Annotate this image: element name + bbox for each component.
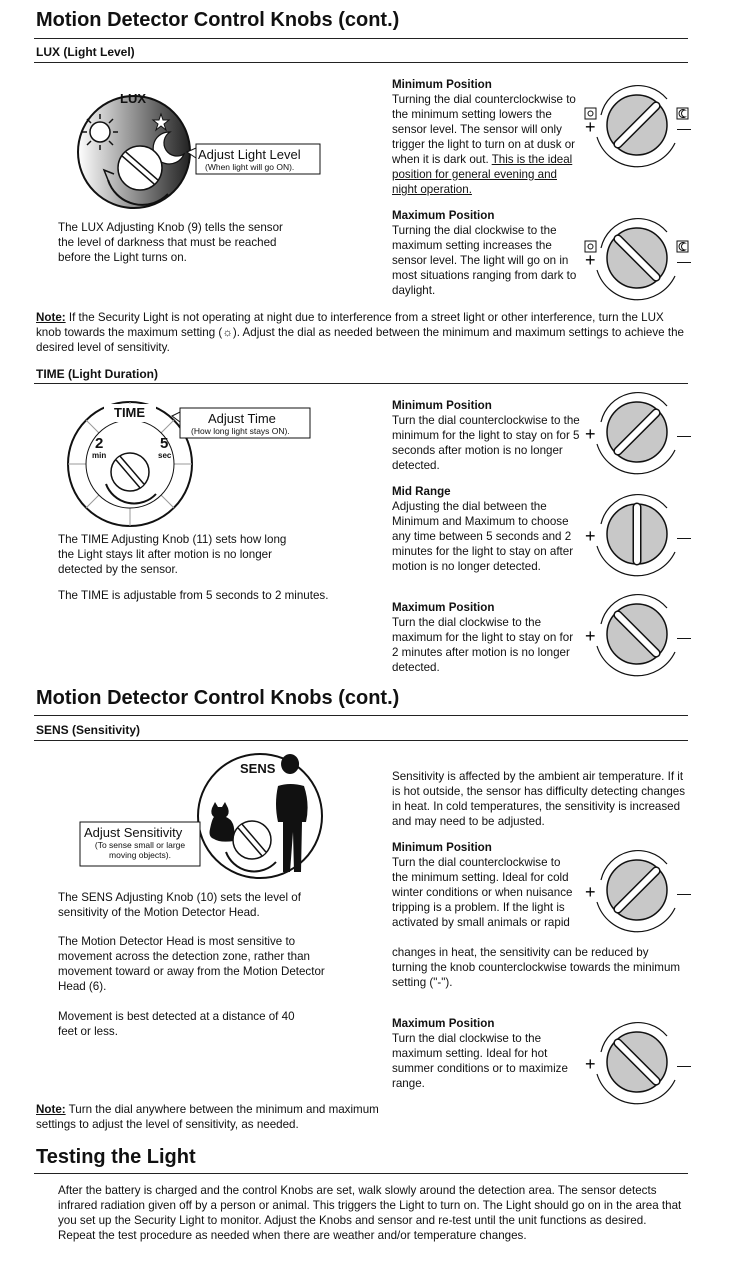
- lux-dial-label: LUX: [120, 91, 146, 106]
- sens-desc-1: The SENS Adjusting Knob (10) sets the level of sensitivity of the Motion Detector Head.: [58, 891, 301, 919]
- sens-min-text: Turn the dial counterclockwise to the minimum setting. Ideal for cold winter conditions or when nuisance tripping is a problem. If the light is activated by small animals or rapid: [392, 856, 573, 929]
- sens-desc-3: Movement is best detected at a distance of 40 feet or less.: [58, 1010, 295, 1038]
- time-left-unit: min: [92, 451, 107, 460]
- sens-note: Note: Turn the dial anywhere between the minimum and maximum settings to adjust the level of sensitivity, as needed.: [36, 1103, 379, 1131]
- sens-min-knob: [585, 850, 695, 940]
- lux-description: The LUX Adjusting Knob (9) tells the sensor the level of darkness that must be reached before the Light turns on.: [58, 221, 283, 264]
- sens-dial-illustration: [80, 752, 400, 882]
- lux-heading: LUX (Light Level): [36, 45, 135, 59]
- sens-desc-2: The Motion Detector Head is most sensitive to movement across the detection zone, rather than movement toward or away from the Motion Detector Head (6).: [58, 935, 325, 993]
- moon-icon: [677, 108, 688, 119]
- lux-note: Note: If the Security Light is not operating at night due to interference from a street light or other interference, turn the LUX knob towards the maximum setting (☼). Adjust the dial as needed between the minimum and maximum settings to achieve the desired level of sensitivity.: [36, 311, 684, 354]
- plus-symbol: +: [585, 526, 596, 546]
- page-title: Motion Detector Control Knobs (cont.): [36, 9, 400, 31]
- plus-symbol: +: [585, 117, 596, 137]
- page-title-2: Motion Detector Control Knobs (cont.): [36, 687, 400, 709]
- time-min-knob: [585, 392, 695, 482]
- time-min-text: Turn the dial counterclockwise to the minimum for the light to stay on for 5 seconds after motion is no longer detected.: [392, 414, 580, 472]
- minus-symbol: —: [677, 120, 691, 136]
- testing-text: After the battery is charged and the control Knobs are set, walk slowly around the detection area. The sensor detects infrared radiation given off by a person or animal. This triggers the Light to turn on. The Light should go on in the area that you set up the Security Light to monitor. Adjust the Knobs and sensor and re-test until the unit functions as desired. Repeat the test procedure as needed when there are weather and/or temperature changes.: [58, 1184, 682, 1242]
- sens-max-text: Turn the dial clockwise to the maximum setting. Ideal for hot summer conditions or to maximize range.: [392, 1032, 568, 1090]
- lux-min-title: Minimum Position: [392, 78, 492, 91]
- plus-symbol: +: [585, 1054, 596, 1074]
- minus-symbol: —: [677, 253, 691, 269]
- time-dial-label: TIME: [114, 405, 146, 420]
- time-max-text: Turn the dial clockwise to the maximum for the light to stay on for 2 minutes after motion is no longer detected.: [392, 616, 574, 674]
- minus-symbol: —: [677, 885, 691, 901]
- title-rule: [34, 38, 688, 39]
- lux-max-knob: [585, 218, 695, 308]
- sens-callout-title: Adjust Sensitivity: [84, 825, 183, 840]
- title-rule-2: [34, 715, 688, 716]
- time-range: The TIME is adjustable from 5 seconds to 2 minutes.: [58, 589, 329, 602]
- lux-callout-sub: (When light will go ON).: [205, 162, 295, 172]
- sens-min-title: Minimum Position: [392, 841, 492, 854]
- sens-dial-label: SENS: [240, 761, 276, 776]
- moon-icon: [677, 241, 688, 252]
- lux-max-text: Turning the dial clockwise to the maximum setting increases the sensor level. The light will go on in most situations ranging from dark to daylight.: [392, 224, 577, 297]
- minus-symbol: —: [677, 1057, 691, 1073]
- testing-rule: [34, 1173, 688, 1174]
- lux-dial-illustration: [60, 80, 390, 230]
- time-right-num: 5: [160, 435, 169, 452]
- sens-min-text-cont: changes in heat, the sensitivity can be reduced by turning the knob counterclockwise towards the minimum setting ("-").: [392, 946, 681, 989]
- lux-min-underline: This is the ideal position for general evening and night operation.: [392, 153, 573, 196]
- sens-intro: Sensitivity is affected by the ambient air temperature. If it is hot outside, the sensor has difficulty detecting changes in heat. In cold temperatures, the sensitivity is increased and may need to be adjusted.: [392, 770, 686, 828]
- time-description: The TIME Adjusting Knob (11) sets how long the Light stays lit after motion is no longer detected by the sensor.: [58, 533, 287, 576]
- time-max-knob: [585, 594, 695, 684]
- lux-rule: [34, 62, 688, 63]
- lux-min-text: Turning the dial counterclockwise to the minimum setting lowers the sensor level. The sensor will only trigger the light to turn on at dusk or when it is dark out.: [392, 93, 576, 166]
- time-left-num: 2: [95, 435, 104, 452]
- time-mid-text: Adjusting the dial between the Minimum and Maximum to choose any time between 5 seconds and 2 minutes for the light to stay on after motion is no longer detected.: [392, 500, 574, 573]
- sens-heading: SENS (Sensitivity): [36, 723, 141, 737]
- plus-symbol: +: [585, 882, 596, 902]
- time-callout-title: Adjust Time: [208, 411, 276, 426]
- time-mid-title: Mid Range: [392, 485, 451, 498]
- sens-rule: [34, 740, 688, 741]
- time-callout-sub: (How long light stays ON).: [191, 426, 290, 436]
- time-right-unit: sec: [158, 451, 172, 460]
- sens-max-title: Maximum Position: [392, 1017, 495, 1030]
- lux-max-title: Maximum Position: [392, 209, 495, 222]
- minus-symbol: —: [677, 427, 691, 443]
- plus-symbol: +: [585, 250, 596, 270]
- sens-max-knob: [585, 1022, 695, 1112]
- time-min-title: Minimum Position: [392, 399, 492, 412]
- plus-symbol: +: [585, 626, 596, 646]
- time-dial-illustration: [70, 396, 350, 526]
- lux-callout-title: Adjust Light Level: [198, 147, 301, 162]
- time-max-title: Maximum Position: [392, 601, 495, 614]
- sens-callout-sub: (To sense small or large moving objects).: [94, 840, 186, 860]
- time-heading: TIME (Light Duration): [36, 367, 158, 381]
- time-rule: [34, 383, 688, 384]
- testing-title: Testing the Light: [36, 1146, 196, 1168]
- lux-min-knob: [585, 85, 695, 175]
- minus-symbol: —: [677, 629, 691, 645]
- plus-symbol: +: [585, 424, 596, 444]
- minus-symbol: —: [677, 529, 691, 545]
- time-mid-knob: [585, 494, 695, 584]
